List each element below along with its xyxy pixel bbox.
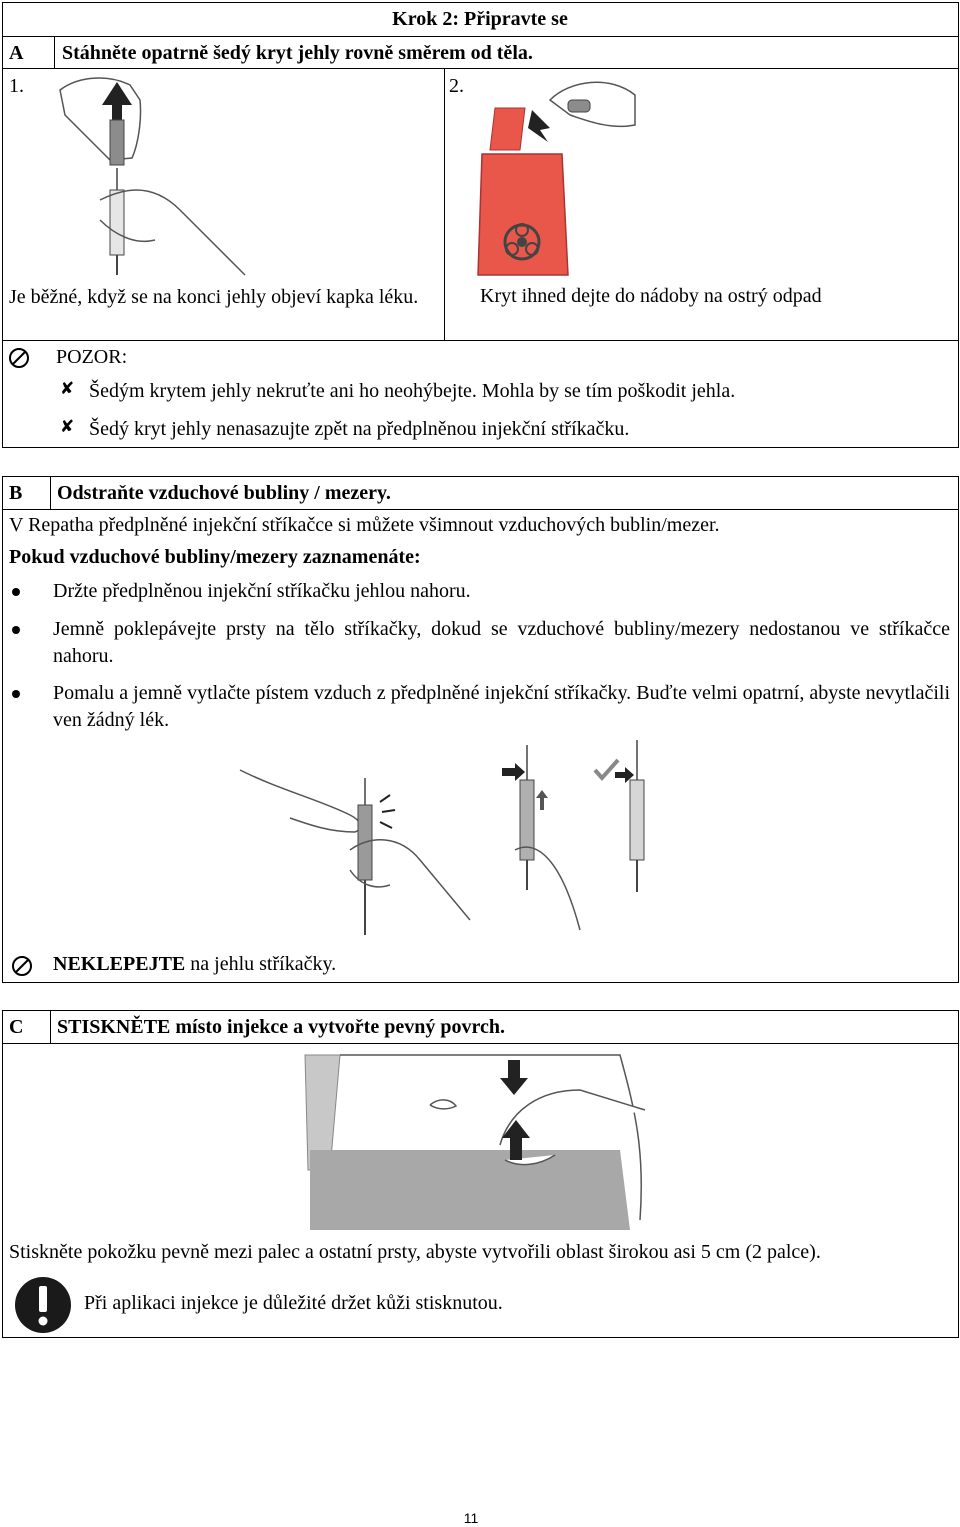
right-arrow-icon <box>502 763 525 781</box>
prohibited-icon <box>11 955 33 977</box>
divider <box>2 36 959 37</box>
divider <box>54 36 55 68</box>
caption-1: Je běžné, když se na konci jehly objeví kapka léku. <box>9 286 419 308</box>
section-c-letter: C <box>9 1016 24 1038</box>
divider <box>444 68 445 340</box>
container-lid <box>490 108 525 150</box>
cross-mark-icon: ✘ <box>60 379 75 398</box>
divider <box>50 476 51 509</box>
section-b-heading: Odstraňte vzduchové bubliny / mezery. <box>57 482 391 504</box>
caution-item: Šedý kryt jehly nenasazujte zpět na předplněnou injekční stříkačku. <box>89 418 630 440</box>
sharps-container <box>478 154 568 275</box>
divider <box>2 1043 959 1044</box>
bullet <box>12 626 20 634</box>
bullet <box>12 588 20 596</box>
cross-mark-icon: ✘ <box>60 417 75 436</box>
divider <box>2 68 959 69</box>
check-mark-icon <box>595 760 618 778</box>
pinch-skin-illustration <box>300 1050 660 1230</box>
tap-lines <box>380 795 395 828</box>
bullet-text: Pomalu a jemně vytlačte pístem vzduch z předplněné injekční stříkačky. Buďte velmi opatrní, abyste nevytlačili ven žádný lék. <box>53 682 950 731</box>
down-arrow-icon <box>528 110 550 142</box>
step-title: Krok 2: Připravte se <box>392 8 568 30</box>
caption-2: Kryt ihned dejte do nádoby na ostrý odpad <box>480 285 822 307</box>
pinch-instruction: Stiskněte pokožku pevně mezi palec a ostatní prsty, abyste vytvořili oblast širokou asi 5 cm (2 palce). <box>9 1241 821 1263</box>
caution-label: POZOR: <box>56 346 128 368</box>
image-1-number: 1. <box>9 75 24 97</box>
tap-syringe-illustration <box>240 740 660 940</box>
section-a-letter: A <box>9 42 24 64</box>
section-c-heading: STISKNĚTE místo injekce a vytvořte pevný povrch. <box>57 1016 505 1038</box>
prohibited-icon <box>8 347 30 369</box>
sharps-container-illustration <box>470 70 650 280</box>
tap-warning-rest: na jehlu stříkačky. <box>185 953 337 975</box>
bullet-text: Jemně poklepávejte prsty na tělo stříkačky, dokud se vzduchové bubliny/mezery nedostanou ve stříkačce nahoru. <box>53 618 950 667</box>
exclamation-icon <box>14 1276 72 1334</box>
bullet-text: Držte předplněnou injekční stříkačku jehlou nahoru. <box>53 580 471 602</box>
syringe-body <box>110 190 124 255</box>
syringe-body <box>630 780 644 860</box>
navel <box>430 1100 456 1109</box>
tap-warning <box>53 952 336 976</box>
needle-cap <box>568 100 590 112</box>
tap-warning-bold: NEKLEPEJTE <box>53 953 186 975</box>
divider <box>2 509 959 510</box>
section-b-intro: V Repatha předplněné injekční stříkačce si můžete všimnout vzduchových bublin/mezer. <box>9 514 720 536</box>
caution-item: Šedým krytem jehly nekruťte ani ho neohýbejte. Mohla by se tím poškodit jehla. <box>89 380 736 402</box>
divider <box>50 1010 51 1043</box>
important-note: Při aplikaci injekce je důležité držet kůži stisknutou. <box>84 1292 503 1314</box>
section-b-subheading: Pokud vzduchové bubliny/mezery zaznamenáte: <box>9 546 421 568</box>
page-number: 11 <box>463 1510 479 1526</box>
remove-needle-cap-illustration <box>40 70 260 280</box>
up-arrow-icon <box>536 790 548 810</box>
section-b-letter: B <box>9 482 23 504</box>
bullet <box>12 690 20 698</box>
needle-cap <box>110 120 124 165</box>
hand-outline <box>60 78 141 160</box>
divider <box>2 340 959 341</box>
section-a-heading: Stáhněte opatrně šedý kryt jehly rovně směrem od těla. <box>62 42 533 64</box>
pants <box>310 1150 630 1230</box>
hand-outline <box>550 82 635 126</box>
down-arrow-icon <box>500 1060 528 1095</box>
image-2-number: 2. <box>449 75 464 97</box>
hand-outline <box>240 770 360 832</box>
